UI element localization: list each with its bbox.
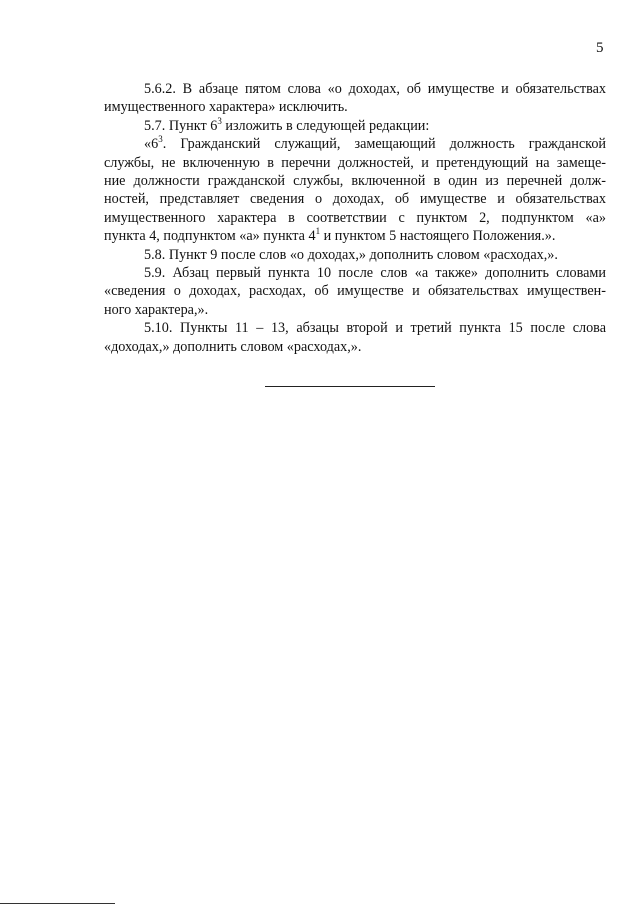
text-fragment: изложить в следующей редакции: <box>225 117 430 134</box>
quote-prefix-tail: . <box>162 136 167 153</box>
text-line: «доходах,» дополнить словом «расходах,». <box>104 338 362 355</box>
quote-prefix: «6 <box>144 136 159 153</box>
footer-rule <box>0 903 115 904</box>
paragraph-quoted-6-3 <box>104 135 606 245</box>
text-fragment: пункта 4, подпунктом «а» пункта 4 <box>104 228 316 245</box>
text-line: имущественного характера» исключить. <box>104 99 348 116</box>
text-line: службы, не включенную в перечни должностей, и претендующий на замеще- <box>104 154 606 171</box>
paragraph-5-9 <box>104 264 606 319</box>
text-line <box>104 227 606 245</box>
text-fragment: и пунктом 5 настоящего Положения.». <box>323 228 556 245</box>
text-line: «сведения о доходах, расходах, об имуществе и обязательствах имуществен- <box>104 283 606 300</box>
text-line: ностей, представляет сведения о доходах, об имуществе и обязательствах <box>104 191 606 208</box>
page-number: 5 <box>596 40 604 56</box>
text-fragment: 5.7. Пункт 6 <box>144 117 218 134</box>
text-line: 5.10. Пункты 11 – 13, абзацы второй и третий пункта 15 после слова <box>144 320 606 337</box>
paragraph-5-10 <box>104 319 606 356</box>
document-body <box>104 80 606 356</box>
text-fragment: Гражданский служащий, замещающий должность гражданской <box>180 136 607 153</box>
superscript: 1 <box>315 226 321 237</box>
superscript: 3 <box>158 134 163 145</box>
paragraph-5-7 <box>104 117 606 135</box>
paragraph-5-6-2 <box>104 80 606 117</box>
text-line: 5.8. Пункт 9 после слов «о доходах,» дополнить словом «расходах,». <box>144 246 558 263</box>
text-line: ного характера,». <box>104 301 209 318</box>
superscript: 3 <box>217 115 222 126</box>
text-line <box>104 135 606 153</box>
text-line: 5.6.2. В абзаце пятом слова «о доходах, об имуществе и обязательствах <box>144 81 606 97</box>
text-line <box>104 117 606 135</box>
text-line: ние должности гражданской службы, включенной в один из перечней долж- <box>104 173 606 190</box>
paragraph-5-8 <box>104 246 606 264</box>
text-line: 5.9. Абзац первый пункта 10 после слов «а также» дополнить словами <box>144 265 606 282</box>
text-line: имущественного характера в соответствии с пунктом 2, подпунктом «а» <box>104 209 606 226</box>
separator-line <box>265 386 435 387</box>
